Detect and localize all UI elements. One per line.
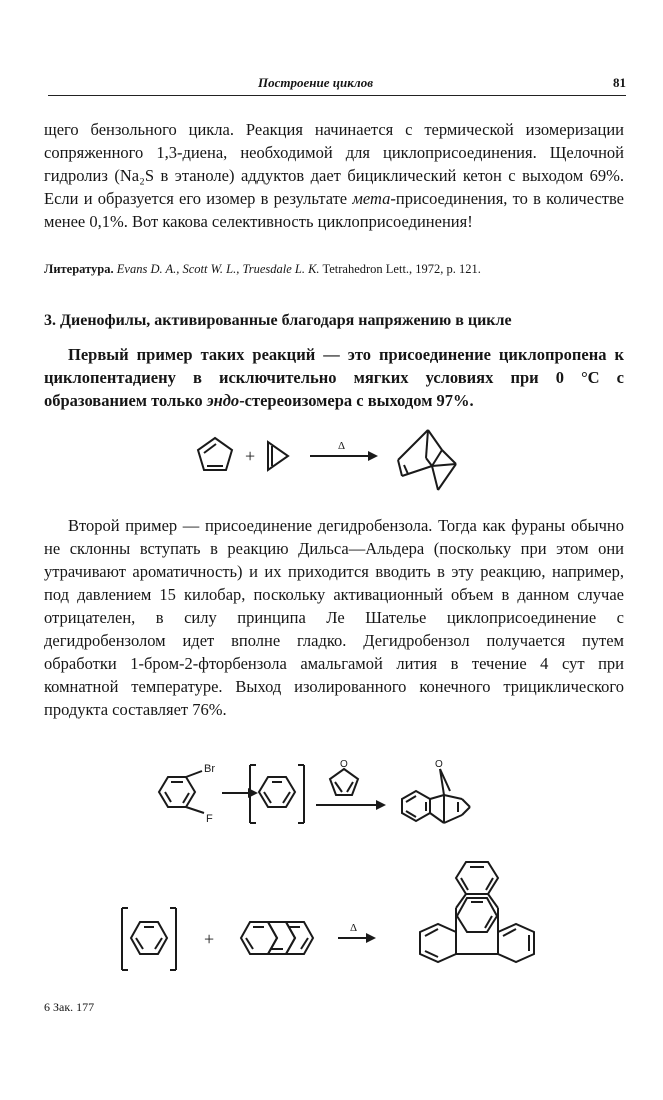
section-heading: 3. Диенофилы, активированные благодаря напряжению в цикле <box>44 312 512 329</box>
scheme-1-condition: Δ <box>338 440 346 452</box>
arrow-head-1 <box>248 788 258 798</box>
fluorine-label: F <box>206 813 213 825</box>
reaction-scheme-3 <box>110 858 560 988</box>
bromine-label: Br <box>204 763 215 775</box>
arrow-head <box>368 451 378 461</box>
scheme-1-plus: + <box>245 446 256 466</box>
paragraph-2-italic: эндо <box>206 391 240 410</box>
footer-print-mark: 6 Зак. 177 <box>44 1000 95 1014</box>
reaction-scheme-2 <box>140 755 510 835</box>
adduct-structure <box>398 430 456 490</box>
paragraph-1 <box>44 118 624 233</box>
furan-oxygen-label: O <box>340 759 348 770</box>
header-rule <box>48 95 626 96</box>
paragraph-1-italic: мета <box>352 189 391 208</box>
arrow-head-3 <box>366 933 376 943</box>
paragraph-3: Второй пример — присоединение дегидробензола. Тогда как фураны обычно не склонны вступать в реакцию Дильса—Альдера (поскольку при этом они утрачивают ароматичность) и их приходится вводить в эту реакцию, например, под давлением 15 килобар, поскольку активационный объем в данном случае отрицателен, в силу принципа Ле Шателье циклоприсоединение с дегидробензолом идет вполне гладко. Дегидробензол получается путем обработки 1-бром-2-фторбензола амальгамой лития в течение 4 сут при комнатной температуре. Выход изолированного конечного трициклического продукта составляет 76%. <box>44 516 624 719</box>
literature-authors: Evans D. A., Scott W. L., Truesdale L. K. <box>116 262 320 276</box>
anthracene-structure <box>241 922 313 954</box>
literature-source: Tetrahedron Lett., 1972, p. 121. <box>322 262 481 276</box>
paragraph-2-text: Первый пример таких реакций — это присоединение циклопропена к циклопентадиену в исключительно мягких условиях при 0 °C с образованием только <box>44 345 624 410</box>
oxabicyclic-product-structure <box>402 769 470 823</box>
bridge-oxygen-label: O <box>435 759 443 770</box>
scheme-3-condition: Δ <box>350 922 358 934</box>
running-head-title: Построение циклов <box>258 75 374 90</box>
reaction-scheme-1 <box>180 420 480 500</box>
scheme-3-plus: + <box>204 929 215 949</box>
paragraph-1-tail: -присоединения, то в количестве менее 0,1%. Вот какова селективность циклоприсоединения! <box>44 189 625 231</box>
literature-label: Литература. <box>44 262 114 276</box>
arrow-head-2 <box>376 800 386 810</box>
triptycene-structure <box>420 862 534 962</box>
literature-reference <box>44 262 624 277</box>
furan-structure <box>330 769 358 795</box>
paragraph-2-tail: -стереоизомера с выходом 97%. <box>239 391 474 410</box>
paragraph-2 <box>44 343 624 412</box>
paragraph-1-text: щего бензольного цикла. Реакция начинается с термической изомеризации сопряженного 1,3-диена, необходимой для циклоприсоединения. Щелочной гидролиз (Na₂S в этаноле) аддуктов дает бициклический кетон с выходом 69%. Если и образуется его изомер в результате <box>44 120 624 208</box>
page-number: 81 <box>613 75 626 90</box>
